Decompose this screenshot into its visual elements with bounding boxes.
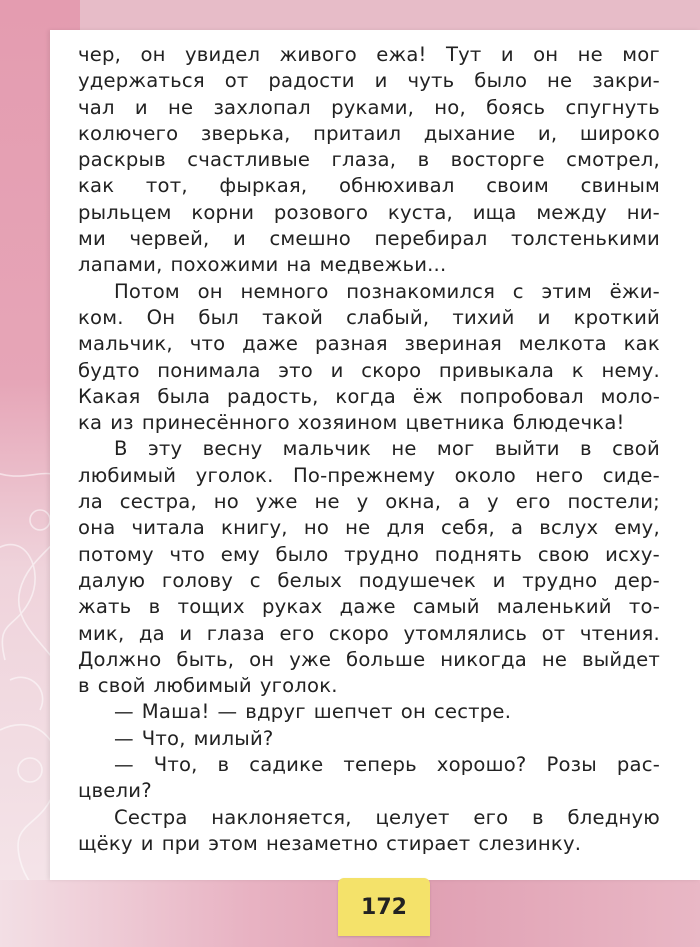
text-line: чер, он увидел живого ежа! Тут и он не мог [78,43,660,66]
book-page [50,30,700,880]
text-line: мальчик, что даже разная звериная мелкота как [78,332,660,356]
text-line: будто понимала это и скоро привыкала к нему. [78,358,660,382]
text-line: Какая была радость, когда ёж попробовал моло- [78,384,660,408]
text-line: — Маша! — вдруг шепчет он сестре. [114,700,512,724]
text-line: ла сестра, но уже не у окна, а у его постели; [78,490,660,514]
text-line: ком. Он был такой слабый, тихий и кроткий [78,305,660,329]
text-line: далую голову с белых подушечек и трудно дер- [78,568,660,592]
text-line: ка из принесённого хозяином цветника блюдечка! [78,411,625,435]
text-line: лапами, похожими на медвежьи... [78,253,447,277]
text-line: рыльцем корни розового куста, ища между ни- [78,200,660,224]
text-line: потому что ему было трудно поднять свою исху- [78,542,660,566]
text-line: она читала книгу, но не для себя, а вслух ему, [78,516,660,540]
text-line: чал и не захлопал руками, но, боясь спугнуть [78,95,660,119]
text-line: ми червей, и смешно перебирал толстенькими [78,227,660,251]
text-line: Сестра наклоняется, целует его в бледную [114,805,660,829]
text-line: цвели? [78,779,152,803]
text-line: щёку и при этом незаметно стирает слезинку. [78,831,582,855]
page-text [78,42,660,857]
text-line: — Что, милый? [114,726,274,750]
text-line: Потом он немного познакомился с этим ёжи- [114,279,660,303]
text-line: — Что, в садике теперь хорошо? Розы рас- [114,753,660,777]
text-line: в свой любимый уголок. [78,674,338,698]
text-line: любимый уголок. По-прежнему около него сиде- [78,463,660,487]
text-line: мик, да и глаза его скоро утомлялись от чтения. [78,621,660,645]
text-line: раскрыв счастливые глаза, в восторге смотрел, [78,148,660,172]
text-line: удержаться от радости и чуть было не закри- [78,69,660,93]
text-line: В эту весну мальчик не мог выйти в свой [114,437,660,461]
text-line: Должно быть, он уже больше никогда не выйдет [78,647,660,671]
text-line: колючего зверька, притаил дыхание и, широко [78,121,660,145]
page-number: 172 [338,878,430,936]
text-line: как тот, фыркая, обнюхивал своим свиным [78,174,660,198]
text-line: жать в тощих руках даже самый маленький то- [78,595,660,619]
